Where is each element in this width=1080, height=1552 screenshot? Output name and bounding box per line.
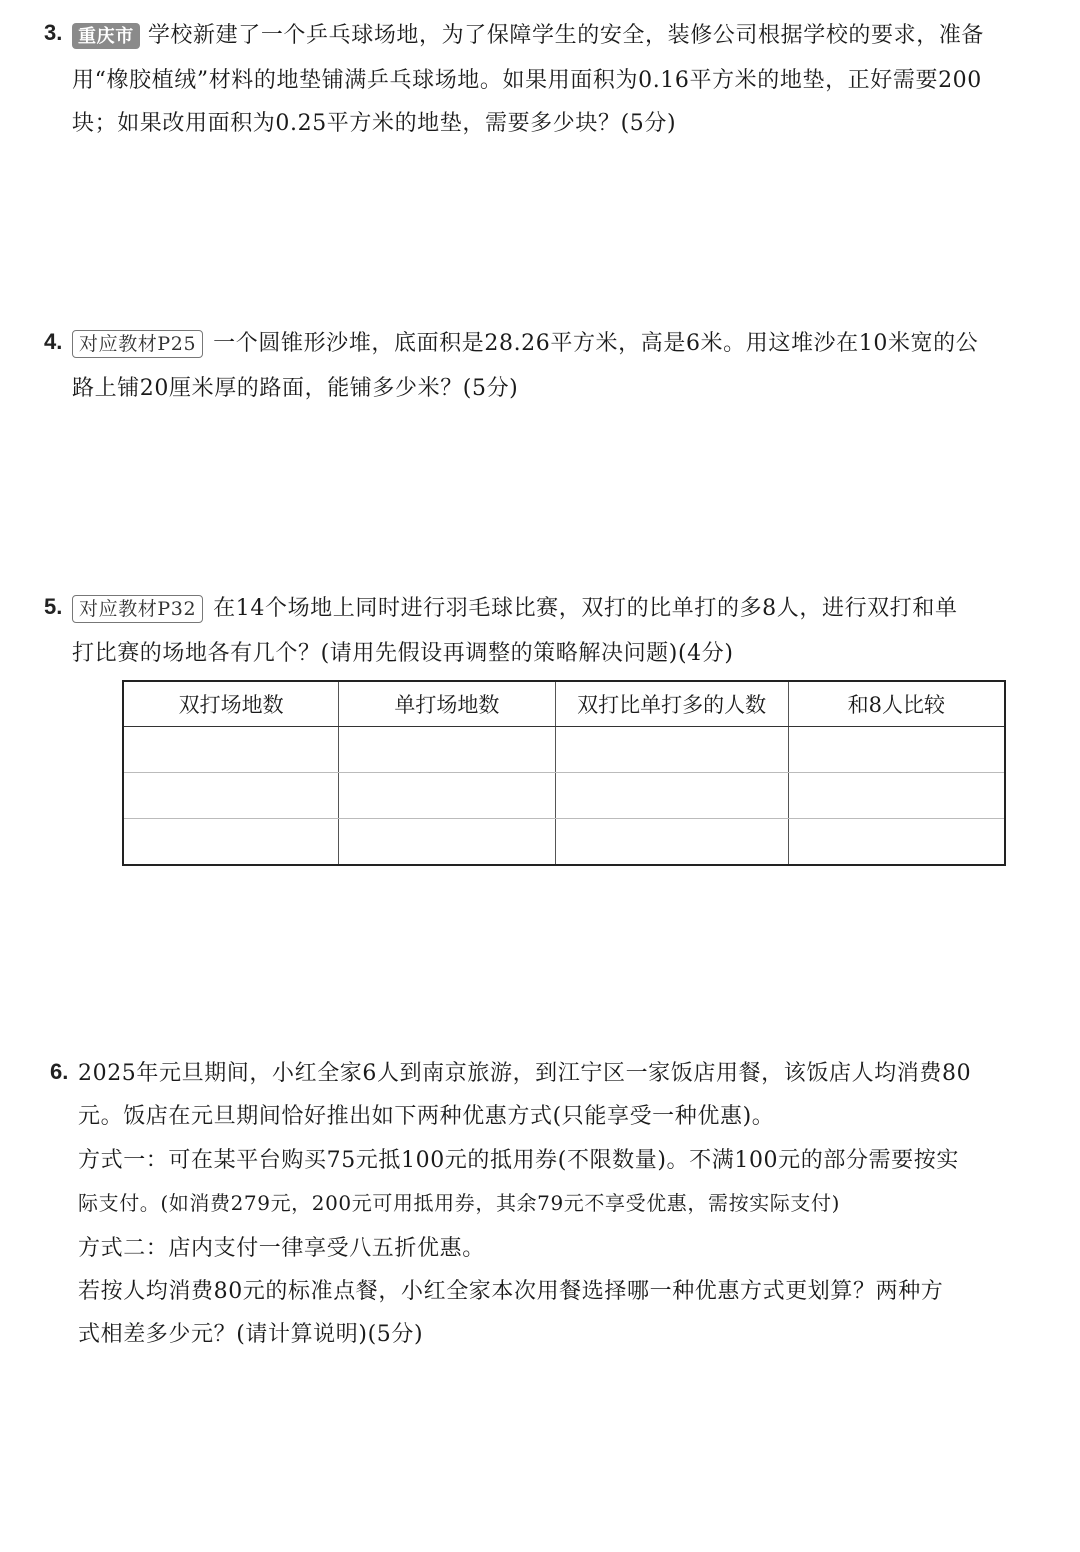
- table-row: [123, 819, 1005, 866]
- problem-line: [72, 18, 984, 49]
- table-row: [123, 773, 1005, 819]
- table-cell[interactable]: [788, 773, 1005, 819]
- problem-text: 一个圆锥形沙堆，底面积是28.26平方米，高是6米。用这堆沙在10米宽的公: [213, 331, 979, 356]
- table-header-cell: 双打场地数: [123, 681, 339, 727]
- table-cell[interactable]: [339, 773, 555, 819]
- problem-line: [72, 326, 978, 358]
- table-cell[interactable]: [788, 819, 1005, 866]
- table-cell[interactable]: [339, 727, 555, 773]
- problem-line: 际支付。(如消费279元，200元可用抵用券，其余79元不享受优惠，需按实际支付): [78, 1191, 841, 1215]
- problem-line: 用“橡胶植绒”材料的地垫铺满乒乓球场地。如果用面积为0.16平方米的地垫，正好需要200: [72, 68, 982, 93]
- problem-line: 路上铺20厘米厚的路面，能铺多少米？(5分): [72, 376, 519, 401]
- table-header-cell: 双打比单打多的人数: [555, 681, 788, 727]
- problem-line: 块；如果改用面积为0.25平方米的地垫，需要多少块？(5分): [72, 111, 677, 136]
- problem-number: 3.: [44, 20, 63, 45]
- region-tag: 重庆市: [72, 23, 140, 49]
- textbook-tag: 对应教材P25: [72, 330, 203, 358]
- table-cell[interactable]: [339, 819, 555, 866]
- table-header-cell: 和8人比较: [788, 681, 1005, 727]
- table-cell[interactable]: [555, 773, 788, 819]
- problem-line: [72, 591, 958, 623]
- answer-table: [122, 680, 1006, 866]
- problem-line: 方式二：店内支付一律享受八五折优惠。: [78, 1236, 485, 1261]
- table-header-cell: 单打场地数: [339, 681, 555, 727]
- problem-text: 学校新建了一个乒乓球场地，为了保障学生的安全，装修公司根据学校的要求，准备: [147, 23, 985, 48]
- table-cell[interactable]: [123, 727, 339, 773]
- problem-number: 5.: [44, 594, 63, 619]
- table-cell[interactable]: [555, 819, 788, 866]
- table-cell[interactable]: [788, 727, 1005, 773]
- problem-number: 4.: [44, 329, 63, 354]
- problem-line: 元。饭店在元旦期间恰好推出如下两种优惠方式(只能享受一种优惠)。: [78, 1104, 775, 1129]
- table-row: [123, 727, 1005, 773]
- table-cell[interactable]: [555, 727, 788, 773]
- problem-line: 2025年元旦期间，小红全家6人到南京旅游，到江宁区一家饭店用餐，该饭店人均消费80: [78, 1061, 972, 1086]
- textbook-tag: 对应教材P32: [72, 595, 203, 623]
- table-header-row: [123, 681, 1005, 727]
- problem-line: 若按人均消费80元的标准点餐，小红全家本次用餐选择哪一种优惠方式更划算？两种方: [78, 1279, 944, 1304]
- table-cell[interactable]: [123, 819, 339, 866]
- problem-number: 6.: [50, 1059, 69, 1084]
- problem-line: 打比赛的场地各有几个？(请用先假设再调整的策略解决问题)(4分): [72, 641, 734, 666]
- problem-line: 式相差多少元？(请计算说明)(5分): [78, 1322, 424, 1347]
- problem-text: 在14个场地上同时进行羽毛球比赛，双打的比单打的多8人，进行双打和单: [213, 596, 958, 621]
- problem-line: 方式一：可在某平台购买75元抵100元的抵用券(不限数量)。不满100元的部分需要按实: [78, 1148, 959, 1173]
- table-cell[interactable]: [123, 773, 339, 819]
